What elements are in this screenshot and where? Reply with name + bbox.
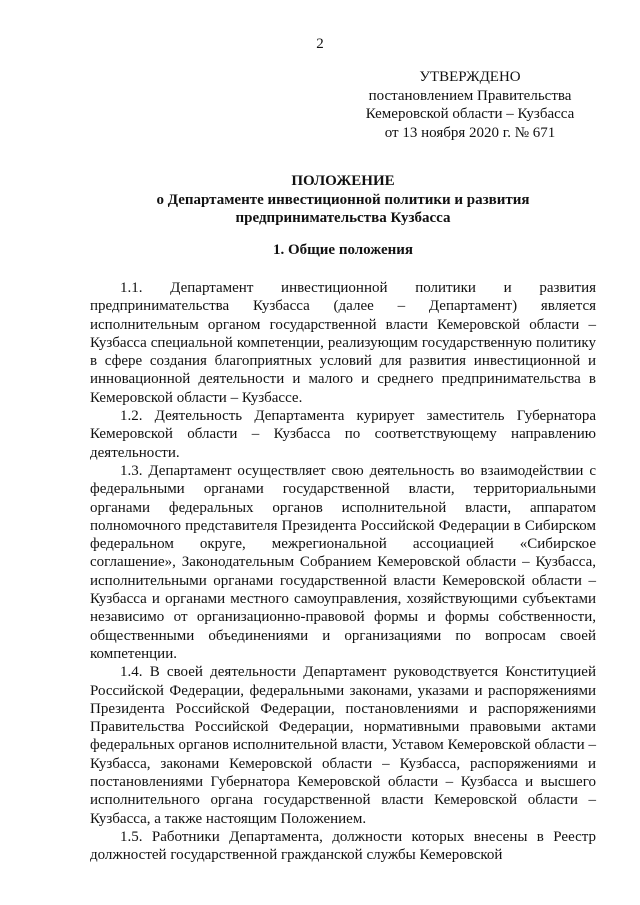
document-title	[90, 172, 596, 228]
paragraph: 1.5. Работники Департамента, должности которых внесены в Реестр должностей государственной гражданской службы Кемеровской	[90, 828, 596, 864]
paragraph: 1.1. Департамент инвестиционной политики и развития предпринимательства Кузбасса (далее – Департамент) является исполнительным органом государственной власти Кемеровской области – Кузбасса специальной компетенции, реализующим государственную политику в сфере создания благоприятных условий для развития инвестиционной и инновационной деятельности и малого и среднего предпринимательства в Кемеровской области – Кузбассе.	[90, 280, 596, 406]
title-line: ПОЛОЖЕНИЕ	[291, 173, 395, 189]
approval-line: от 13 ноября 2020 г. № 671	[384, 124, 556, 141]
paragraph: 1.4. В своей деятельности Департамент руководствуется Конституцией Российской Федерации, федеральными законами, указами и распоряжениями Президента Российской Федерации, постановлениями и распоряжениями Правительства Российской Федерации, нормативными правовыми актами федеральных органов исполнительной власти, Уставом Кемеровской области – Кузбасса, законами Кемеровской области – Кузбасса, распоряжениями и постановлениями Губернатора Кемеровской области – Кузбасса и высшего исполнительного органа государственной власти Кемеровской области – Кузбасса, а также настоящим Положением.	[90, 664, 596, 827]
approval-line: Кемеровской области – Кузбасса	[365, 106, 575, 122]
page-number: 2	[316, 36, 324, 52]
title-line: предпринимательства Кузбасса	[235, 210, 451, 226]
document-body	[90, 279, 596, 865]
section-heading: 1. Общие положения	[272, 242, 414, 258]
approval-line: УТВЕРЖДЕНО	[419, 69, 521, 85]
paragraph: 1.3. Департамент осуществляет свою деятельность во взаимодействии с федеральными органами государственной власти, территориальными органами федеральных органов исполнительной власти, аппаратом полномочного представителя Президента Российской Федерации в Сибирском федеральном округе, межрегиональной ассоциацией «Сибирское соглашение», Законодательным Собранием Кемеровской области – Кузбасса, исполнительными органами государственной власти Кемеровской области – Кузбасса и органами местного самоуправления, хозяйствующими субъектами независимо от организационно-правовой формы и формы собственности, общественными объединениями и организациями по вопросам своей компетенции.	[90, 462, 596, 662]
approval-line: постановлением Правительства	[368, 87, 572, 104]
paragraph: 1.2. Деятельность Департамента курирует заместитель Губернатора Кемеровской области – Кузбасса по соответствующему направлению деятельности.	[90, 408, 596, 461]
approval-stamp	[354, 68, 586, 142]
title-line: о Департаменте инвестиционной политики и развития	[156, 191, 530, 208]
